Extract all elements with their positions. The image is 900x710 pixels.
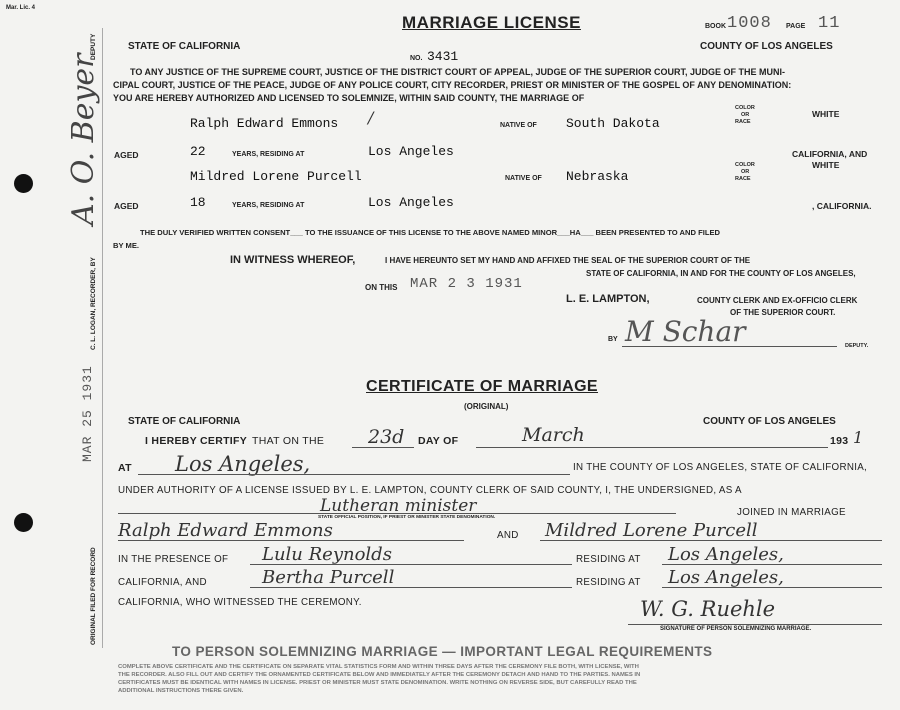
bride-native-of-label: NATIVE OF [505, 175, 542, 182]
witness-text-1: I HAVE HEREUNTO SET MY HAND AND AFFIXED THE SEAL OF THE SUPERIOR COURT OF THE [385, 256, 751, 265]
witness-2-name: Bertha Purcell [262, 567, 395, 588]
witness-1-residence: Los Angeles, [668, 544, 784, 565]
bride-race: WHITE [812, 160, 840, 170]
certificate-year-digit: 1 [853, 428, 864, 447]
witness-text-2: STATE OF CALIFORNIA, IN AND FOR THE COUNTY OF LOS ANGELES, [586, 269, 856, 278]
certificate-subtitle: (ORIGINAL) [464, 402, 509, 411]
filed-date-stamp: MAR 25 1931 [80, 365, 95, 462]
bride-name: Mildred Lorene Purcell [190, 169, 362, 184]
book-label: BOOK [705, 23, 726, 30]
bride-or-label: OR [741, 169, 750, 175]
county-heading: COUNTY OF LOS ANGELES [700, 41, 833, 52]
officiant-signature: W. G. Ruehle [640, 597, 776, 621]
license-title: MARRIAGE LICENSE [402, 13, 581, 32]
clerk-title-1: COUNTY CLERK AND EX-OFFICIO CLERK [697, 296, 858, 305]
on-this-label: ON THIS [365, 283, 398, 292]
who-witnessed-label: CALIFORNIA, WHO WITNESSED THE CEREMONY. [118, 597, 362, 608]
ceremony-place: Los Angeles, [175, 452, 311, 476]
license-number: 3431 [427, 49, 459, 64]
certificate-groom: Ralph Edward Emmons [118, 520, 333, 541]
on-the-label: THAT ON THE [252, 435, 325, 447]
groom-race: WHITE [812, 109, 840, 119]
bride-race-label: RACE [735, 176, 751, 182]
bride-aged-label: AGED [114, 201, 139, 211]
binder-hole-top [14, 174, 33, 193]
california-end-label: , CALIFORNIA. [812, 201, 872, 211]
by-label: BY [608, 336, 618, 343]
requirements-line-4: ADDITIONAL INSTRUCTIONS THERE GIVEN. [118, 688, 244, 694]
margin-rule [102, 28, 103, 648]
authority-text: UNDER AUTHORITY OF A LICENSE ISSUED BY L. E. LAMPTON, COUNTY CLERK OF SAID COUNTY, I, THE UNDERSIGNED, AS A [118, 485, 742, 496]
california-and-label: CALIFORNIA, AND [792, 149, 868, 159]
witness-1-res-line [662, 564, 882, 565]
requirements-line-1: COMPLETE ABOVE CERTIFICATE AND THE CERTIFICATE ON SEPARATE VITAL STATISTICS FORM AND WITHIN THREE DAYS AFTER THE CEREMONY FILE BOTH, WITH LICENSE, WITH [118, 664, 639, 670]
certificate-month: March [522, 424, 585, 446]
clerk-title-2: OF THE SUPERIOR COURT. [730, 308, 836, 317]
recorder-deputy-signature: A. O. Beyer [66, 53, 101, 225]
groom-residence: Los Angeles [368, 144, 454, 159]
certificate-county: COUNTY OF LOS ANGELES [703, 416, 836, 427]
groom-race-label: RACE [735, 119, 751, 125]
bride-line [540, 540, 882, 541]
book-number: 1008 [727, 14, 772, 33]
bride-color-label: COLOR [735, 162, 755, 168]
address-line-3: YOU ARE HEREBY AUTHORIZED AND LICENSED TO SOLEMNIZE, WITHIN SAID COUNTY, THE MARRIAGE OF [113, 93, 585, 103]
deputy-label: DEPUTY. [845, 343, 869, 349]
deputy-signature-line [622, 346, 837, 347]
certify-label: I HEREBY CERTIFY [145, 435, 248, 447]
margin-deputy-label: DEPUTY [90, 33, 97, 60]
address-line-1: TO ANY JUSTICE OF THE SUPREME COURT, JUSTICE OF THE DISTRICT COURT OF APPEAL, JUDGE OF THE SUPERIOR COURT, JUDGE OF THE MUNI- [130, 67, 786, 77]
groom-native-of: South Dakota [566, 116, 660, 131]
official-note: STATE OFFICIAL POSITION, IF PRIEST OR MINISTER STATE DENOMINATION. [318, 515, 496, 520]
requirements-line-2: THE RECORDER. ALSO FILL OUT AND CERTIFY THE ORNAMENTED CERTIFICATE BELOW AND IMMEDIATELY AFTER THE CEREMONY DETACH AND HAND TO THE PARTIES. NAMES IN [118, 672, 641, 678]
consent-line-1: THE DULY VERIFIED WRITTEN CONSENT___ TO THE ISSUANCE OF THIS LICENSE TO THE ABOVE NAMED MINOR___HA___ BEEN PRESENTED TO AND FILED [140, 228, 721, 237]
certificate-title: CERTIFICATE OF MARRIAGE [366, 378, 599, 395]
recorder-label: C. L. LOGAN, RECORDER, BY [90, 257, 97, 350]
officiant-signature-line [628, 624, 882, 625]
bride-residing-label: YEARS, RESIDING AT [232, 202, 305, 209]
witness-1-name: Lulu Reynolds [262, 544, 392, 565]
requirements-line-3: CERTIFICATES MUST BE IDENTICAL WITH NAMES IN LICENSE. PRIEST OR MINISTER MUST STATE DENOMINATION. WRITE NOTHING ON REVERSE SIDE, BUT CAREFULLY READ THE [118, 680, 637, 686]
deputy-signature: M Schar [625, 315, 746, 348]
in-county-label: IN THE COUNTY OF LOS ANGELES, STATE OF CALIFORNIA, [573, 462, 868, 473]
groom-aged-label: AGED [114, 150, 139, 160]
address-line-2: CIPAL COURT, JUSTICE OF THE PEACE, JUDGE OF ANY POLICE COURT, CITY RECORDER, PRIEST OR MINISTER OF THE GOSPEL OF ANY DENOMINATION: [113, 80, 792, 90]
witness-2-residence: Los Angeles, [668, 567, 784, 588]
month-line [476, 447, 828, 448]
clerk-name: L. E. LAMPTON, [566, 293, 650, 305]
requirements-heading: TO PERSON SOLEMNIZING MARRIAGE — IMPORTANT LEGAL REQUIREMENTS [172, 644, 713, 659]
witness-2-res-line [662, 587, 882, 588]
page-number: 11 [818, 14, 841, 33]
binder-hole-bottom [14, 513, 33, 532]
groom-native-of-label: NATIVE OF [500, 122, 537, 129]
groom-color-label: COLOR [735, 105, 755, 111]
groom-name-checkmark: / [368, 108, 374, 127]
witness-2-line [250, 587, 572, 588]
bride-residence: Los Angeles [368, 195, 454, 210]
at-label: AT [118, 462, 132, 474]
witness-1-residing-label: RESIDING AT [576, 554, 641, 565]
groom-name: Ralph Edward Emmons [190, 116, 339, 131]
joined-label: JOINED IN MARRIAGE [737, 507, 846, 518]
certificate-bride: Mildred Lorene Purcell [545, 520, 758, 541]
and-label: AND [497, 530, 519, 541]
groom-line [118, 540, 464, 541]
witness-heading: IN WITNESS WHEREOF, [230, 254, 356, 266]
page-label: PAGE [786, 23, 806, 30]
officiant-signature-label: SIGNATURE OF PERSON SOLEMNIZING MARRIAGE. [660, 626, 812, 632]
year-prefix: 193 [830, 435, 849, 447]
official-position: Lutheran minister [320, 496, 477, 516]
official-line [118, 513, 676, 514]
witness-2-residing-label: RESIDING AT [576, 577, 641, 588]
state-heading: STATE OF CALIFORNIA [128, 41, 241, 52]
certificate-state: STATE OF CALIFORNIA [128, 416, 241, 427]
groom-residing-label: YEARS, RESIDING AT [232, 151, 305, 158]
certificate-day: 23d [368, 426, 405, 448]
witness-1-line [250, 564, 572, 565]
certificate-california-and-label: CALIFORNIA, AND [118, 577, 207, 588]
bride-age: 18 [190, 195, 206, 210]
groom-age: 22 [190, 144, 206, 159]
in-presence-label: IN THE PRESENCE OF [118, 554, 229, 565]
consent-line-2: BY ME. [113, 241, 140, 250]
license-number-label: NO. [410, 55, 423, 62]
license-date-stamp: MAR 2 3 1931 [410, 276, 523, 292]
day-of-label: DAY OF [418, 435, 459, 447]
filed-for-record-label: ORIGINAL FILED FOR RECORD [90, 547, 97, 645]
groom-or-label: OR [741, 112, 750, 118]
place-line [138, 474, 570, 475]
day-line [352, 447, 414, 448]
form-id: Mar. Lic. 4 [6, 5, 36, 11]
bride-native-of: Nebraska [566, 169, 629, 184]
